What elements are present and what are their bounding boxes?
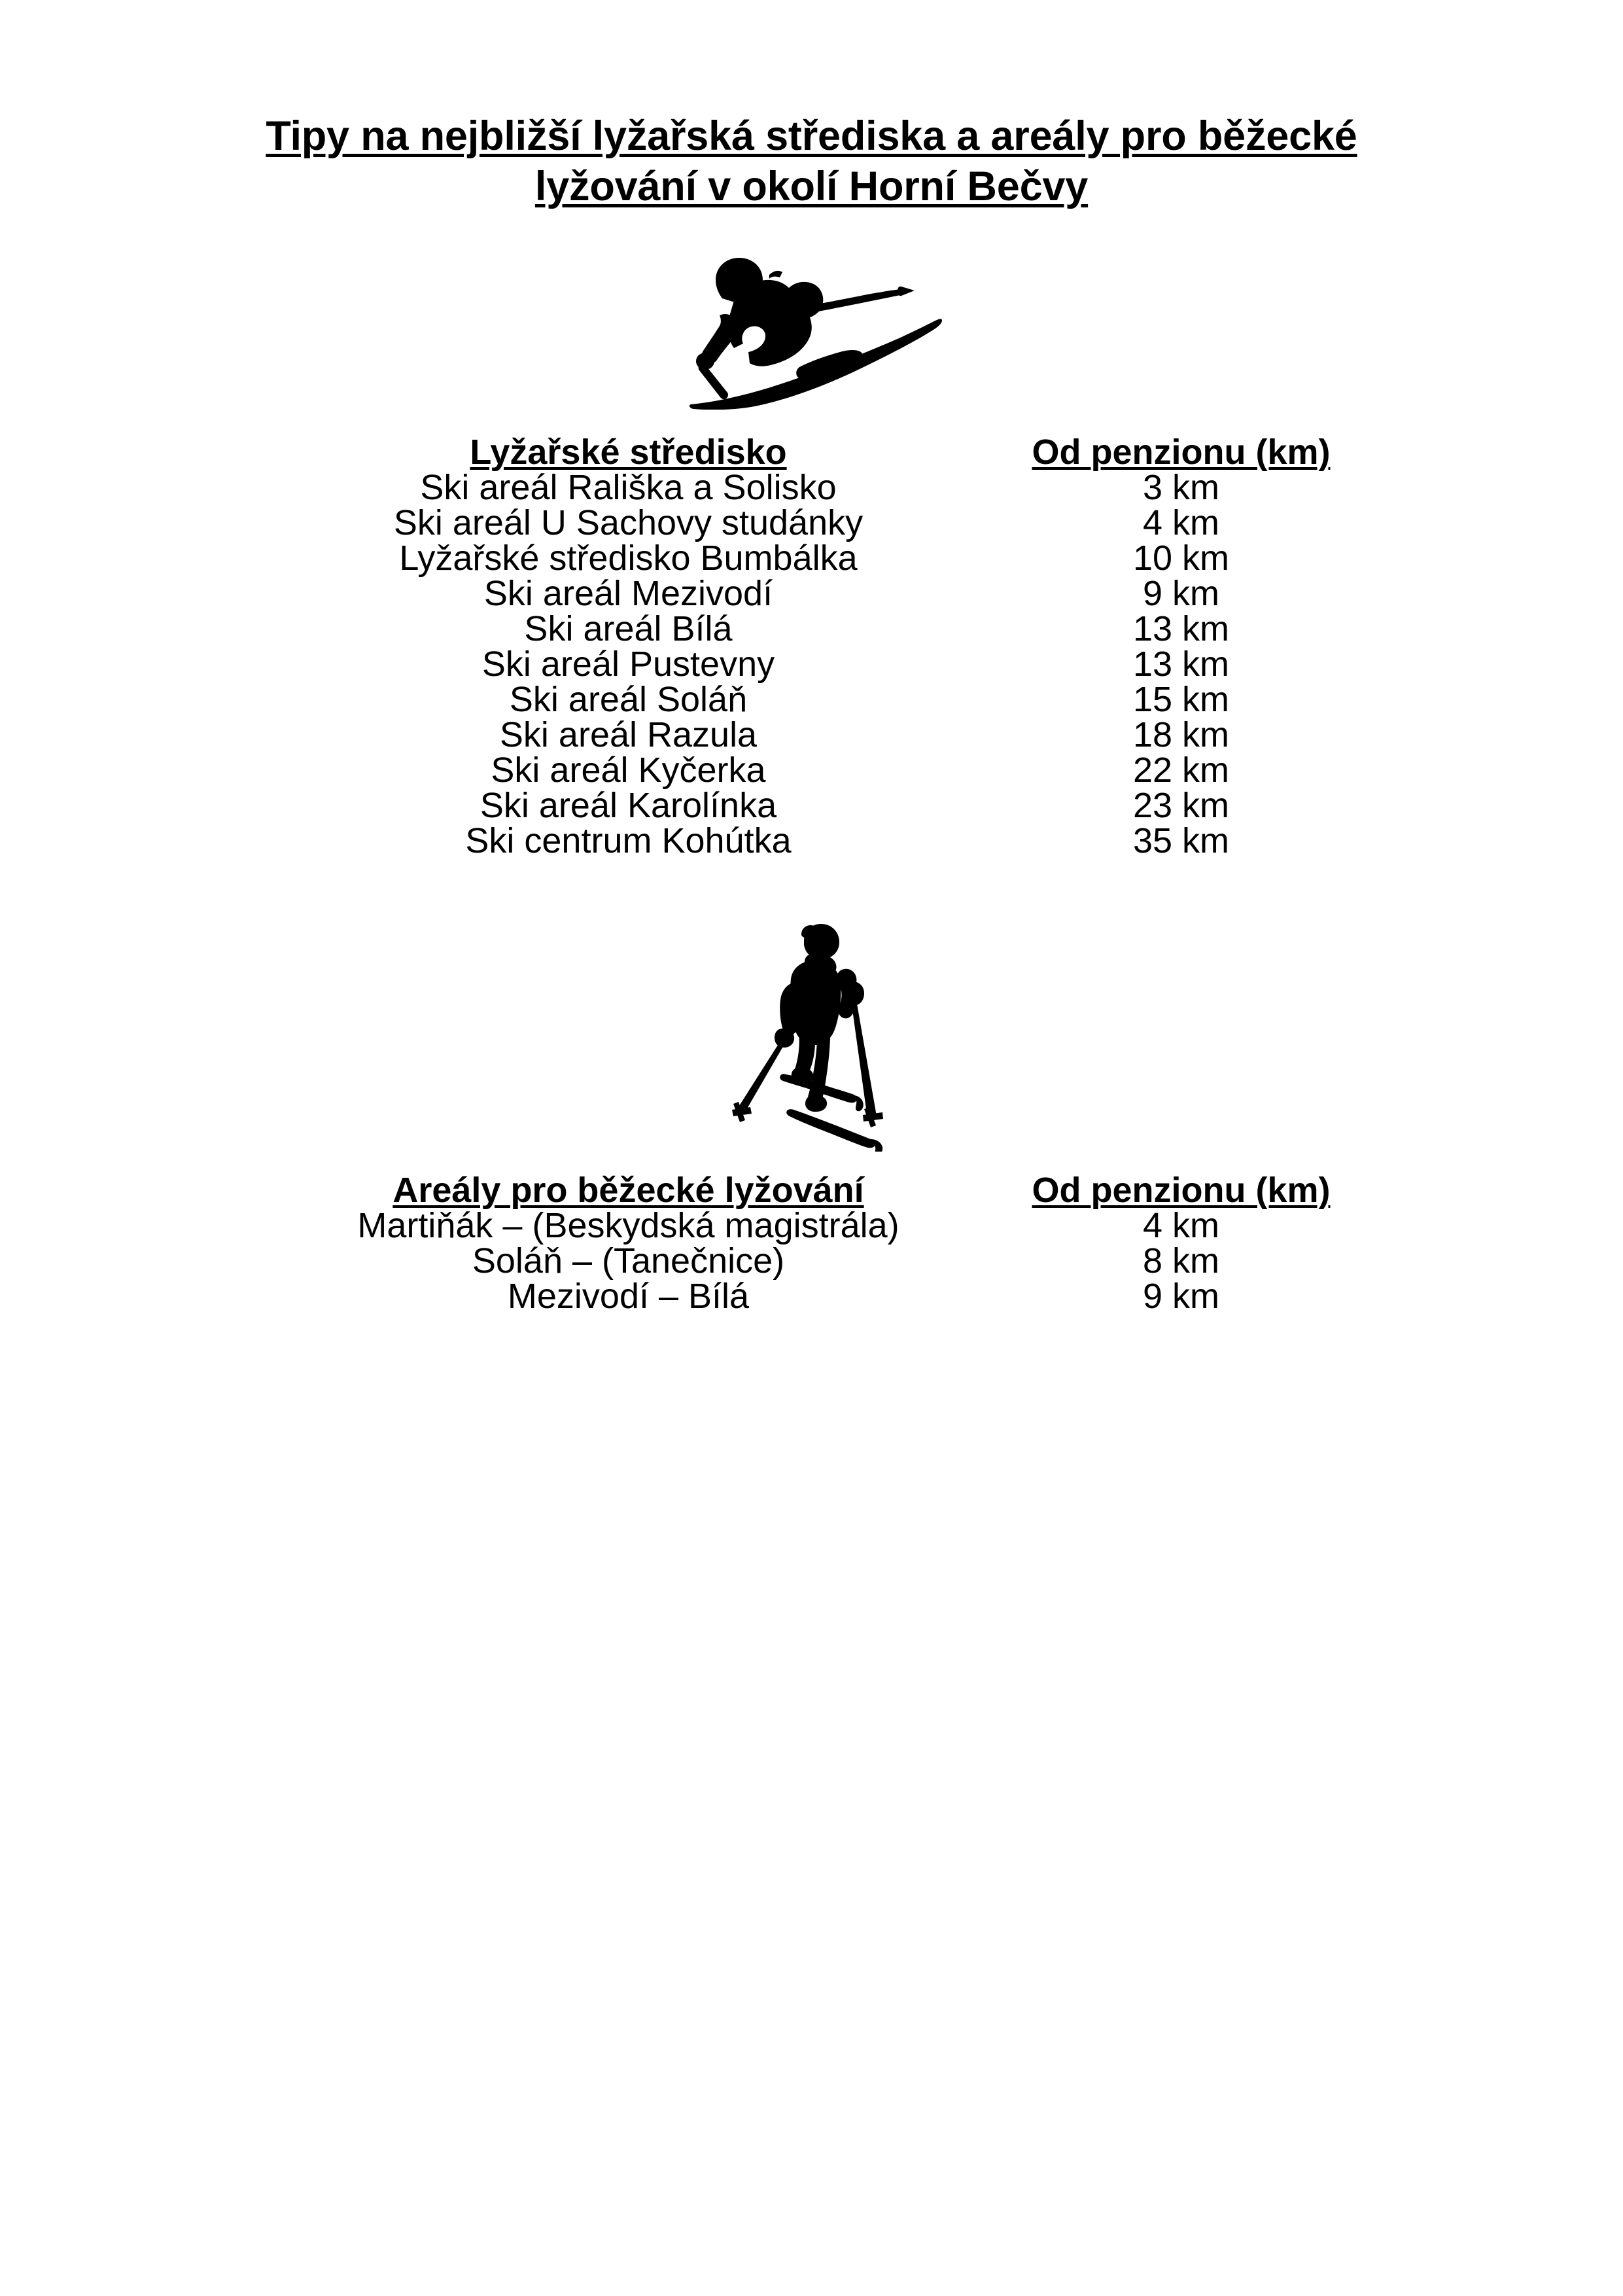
resort-name: Ski areál U Sachovy studánky — [393, 503, 864, 542]
resort-name: Ski areál Karolínka — [480, 785, 777, 825]
table-row — [259, 1208, 1365, 1243]
table-row — [259, 788, 1365, 823]
downhill-skier-illustration — [0, 253, 1623, 416]
cross-country-skier-icon — [714, 923, 910, 1152]
table-row — [259, 682, 1365, 717]
table-row — [259, 1243, 1365, 1279]
resort-name: Lyžařské středisko Bumbálka — [399, 538, 858, 578]
table-row — [259, 540, 1365, 576]
header-resort-name — [259, 434, 998, 470]
resort-name: Ski areál Soláň — [509, 679, 748, 719]
page-title-line-1-text: Tipy na nejbližší lyžařská střediska a areály pro běžecké — [266, 113, 1357, 159]
resort-distance: 4 km — [1142, 503, 1220, 542]
resort-distance: 15 km — [1132, 679, 1230, 719]
header-crosscountry-distance-text: Od penzionu (km) — [1032, 1170, 1331, 1210]
page-title — [0, 0, 1623, 212]
crosscountry-table — [259, 1170, 1365, 1316]
header-crosscountry-distance — [998, 1170, 1365, 1210]
resort-distance: 3 km — [1142, 467, 1220, 507]
table-row — [259, 505, 1365, 540]
resort-distance: 10 km — [1132, 538, 1230, 578]
table-row — [259, 470, 1365, 505]
resort-distance: 13 km — [1132, 644, 1230, 684]
resort-distance: 13 km — [1132, 609, 1230, 648]
resort-distance: 23 km — [1132, 785, 1230, 825]
header-resort-distance-text: Od penzionu (km) — [1032, 432, 1331, 472]
table-header-row — [259, 434, 1365, 470]
crosscountry-name: Soláň – (Tanečnice) — [472, 1241, 785, 1280]
crosscountry-name: Martiňák – (Beskydská magistrála) — [357, 1205, 899, 1245]
header-crosscountry-name-text: Areály pro běžecké lyžování — [393, 1170, 864, 1210]
table-row — [259, 823, 1365, 858]
table-row — [259, 646, 1365, 682]
page-title-line-2-text: lyžování v okolí Horní Bečvy — [534, 163, 1089, 209]
resort-distance: 35 km — [1132, 821, 1230, 860]
table-row — [259, 752, 1365, 788]
resort-distance: 18 km — [1132, 715, 1230, 754]
header-crosscountry-name — [259, 1170, 998, 1210]
resort-distance: 9 km — [1142, 573, 1220, 613]
crosscountry-table-wrapper — [0, 1170, 1623, 1316]
resort-name: Ski areál Rališka a Solisko — [420, 467, 837, 507]
table-row — [259, 1279, 1365, 1314]
resort-name: Ski areál Pustevny — [481, 644, 775, 684]
resort-name: Ski areál Bílá — [524, 609, 733, 648]
header-resort-name-text: Lyžařské středisko — [470, 432, 787, 472]
crosscountry-distance: 8 km — [1142, 1241, 1220, 1280]
table-row — [259, 611, 1365, 646]
page-title-line-2 — [0, 162, 1623, 212]
ski-resorts-table-wrapper — [0, 434, 1623, 858]
resort-name: Ski areál Kyčerka — [491, 750, 766, 790]
resort-name: Ski centrum Kohútka — [465, 821, 792, 860]
crosscountry-distance: 9 km — [1142, 1276, 1220, 1316]
ski-resorts-table — [259, 434, 1365, 858]
crosscountry-name: Mezivodí – Bílá — [507, 1276, 750, 1316]
resort-distance: 22 km — [1132, 750, 1230, 790]
header-resort-distance — [998, 434, 1365, 470]
crosscountry-distance: 4 km — [1142, 1205, 1220, 1245]
page-title-line-1 — [0, 111, 1623, 162]
resort-name: Ski areál Mezivodí — [483, 573, 773, 613]
resort-name: Ski areál Razula — [499, 715, 758, 754]
table-header-row — [259, 1173, 1365, 1208]
table-row — [259, 717, 1365, 752]
table-row — [259, 576, 1365, 611]
downhill-skier-icon — [671, 253, 952, 410]
crosscountry-skier-illustration — [0, 923, 1623, 1158]
